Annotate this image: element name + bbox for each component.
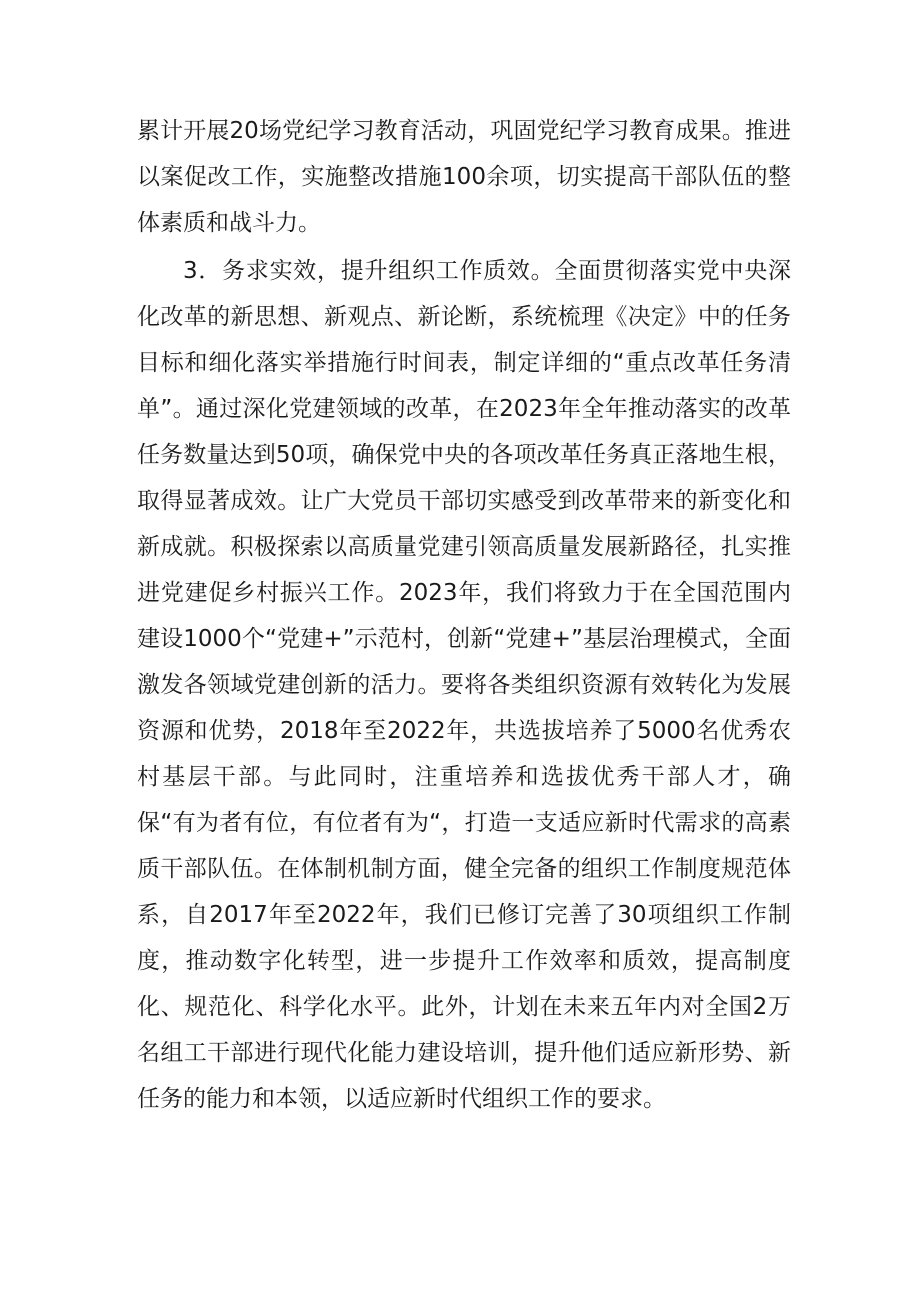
paragraph-continuation: 累计开展20场党纪学习教育活动，巩固党纪学习教育成果。推进以案促改工作，实施整改措施100余项，切实提高干部队伍的整体素质和战斗力。: [137, 118, 791, 236]
paragraph-section-3: 3．务求实效，提升组织工作质效。全面贯彻落实党中央深化改革的新思想、新观点、新论断，系统梳理《决定》中的任务目标和细化落实举措施行时间表，制定详细的“重点改革任务清单”。通过深化党建领域的改革，在2023年全年推动落实的改革任务数量达到50项，确保党中央的各项改革任务真正落地生根，取得显著成效。让广大党员干部切实感受到改革带来的新变化和新成就。积极探索以高质量党建引领高质量发展新路径，扎实推进党建促乡村振兴工作。2023年，我们将致力于在全国范围内建设1000个“党建+”示范村，创新“党建+”基层治理模式，全面激发各领域党建创新的活力。要将各类组织资源有效转化为发展资源和优势，2018年至2022年，共选拔培养了5000名优秀农村基层干部。与此同时，注重培养和选拔优秀干部人才，确保“有为者有位，有位者有为“，打造一支适应新时代需求的高素质干部队伍。在体制机制方面，健全完备的组织工作制度规范体系，自2017年至2022年，我们已修订完善了30项组织工作制度，推动数字化转型，进一步提升工作效率和质效，提高制度化、规范化、科学化水平。此外，计划在未来五年内对全国2万名组工干部进行现代化能力建设培训，提升他们适应新形势、新任务的能力和本领，以适应新时代组织工作的要求。: [137, 258, 791, 1112]
document-body: [137, 108, 791, 1122]
